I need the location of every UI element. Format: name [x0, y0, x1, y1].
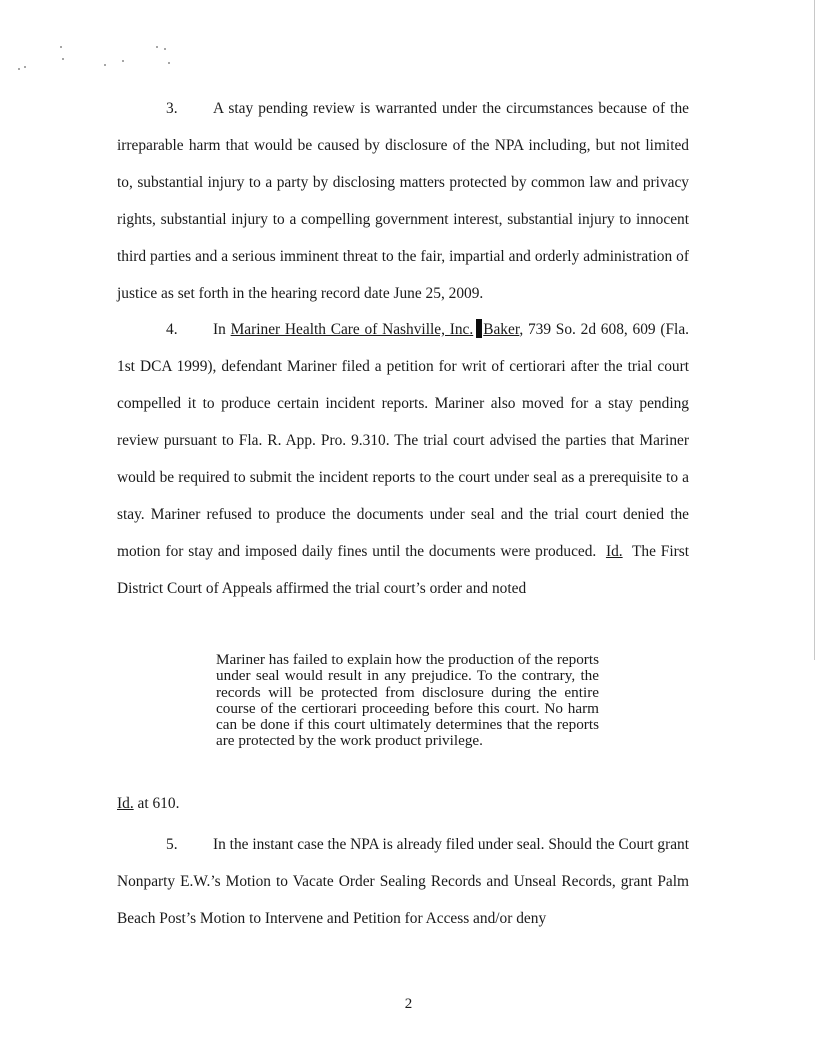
- page-number: 2: [404, 996, 413, 1012]
- paragraph-5: [117, 826, 689, 937]
- paragraph-3: [117, 90, 689, 312]
- paragraph-number: 4.: [166, 321, 178, 338]
- pin-cite: at 610.: [137, 795, 180, 812]
- paragraph-tail: The First District Court of Appeals affirmed the trial court’s order and noted: [117, 543, 690, 597]
- paragraph-number: 5.: [166, 836, 178, 853]
- scan-artifact: [164, 48, 166, 50]
- scan-artifact: [168, 62, 170, 64]
- scan-artifact: [156, 46, 158, 48]
- scan-artifact: [62, 58, 64, 60]
- paragraph-text: A stay pending review is warranted under the circumstances because of the irreparable harm that would be caused by disclosure of the NPA including, but not limited to, substantial injury to a party by disclosing matters protected by common law and privacy rights, substantial injury to a compelling government interest, substantial injury to innocent third parties and a serious imminent threat to the fair, impartial and orderly administration of justice as set forth in the hearing record date June 25, 2009.: [117, 100, 689, 302]
- scan-artifact: [104, 64, 106, 66]
- redaction-mark: [476, 319, 482, 338]
- paragraph-text: , 739 So. 2d 608, 609 (Fla. 1st DCA 1999), defendant Mariner filed a petition for writ of certiorari after the trial court compelled it to produce certain incident reports. Mariner also moved for a stay pending review pursuant to Fla. R. App. Pro. 9.310. The trial court advised the parties that Mariner would be required to submit the incident reports to the court under seal as a prerequisite to a stay. Mariner refused to produce the documents under seal and the trial court denied the motion for stay and imposed daily fines until the documents were produced.: [117, 321, 689, 560]
- paragraph-lead: In: [213, 321, 226, 338]
- paragraph-text: In the instant case the NPA is already filed under seal. Should the Court grant Nonparty E.W.’s Motion to Vacate Order Sealing Records and Unseal Records, grant Palm Beach Post’s Motion to Intervene and Petition for Access and/or deny: [117, 836, 690, 927]
- scan-artifact: [60, 46, 62, 48]
- scan-artifact: [122, 60, 124, 62]
- citation: [117, 795, 179, 813]
- id-citation: Id.: [605, 543, 623, 560]
- id-citation: Id.: [117, 795, 134, 812]
- scan-artifact: [24, 66, 26, 68]
- case-name: Mariner Health Care of Nashville, Inc.: [230, 321, 474, 338]
- scan-artifact: [18, 68, 20, 70]
- block-quote: Mariner has failed to explain how the production of the reports under seal would result in any prejudice. To the contrary, the records will be protected from disclosure during the entire course of the certiorari proceeding before this court. No harm can be done if this court ultimately determines that the reports are protected by the work product privilege.: [216, 651, 599, 750]
- case-name-party: Baker: [483, 321, 520, 338]
- paragraph-number: 3.: [166, 100, 178, 117]
- paragraph-4: [117, 311, 689, 607]
- scan-edge: [814, 0, 815, 660]
